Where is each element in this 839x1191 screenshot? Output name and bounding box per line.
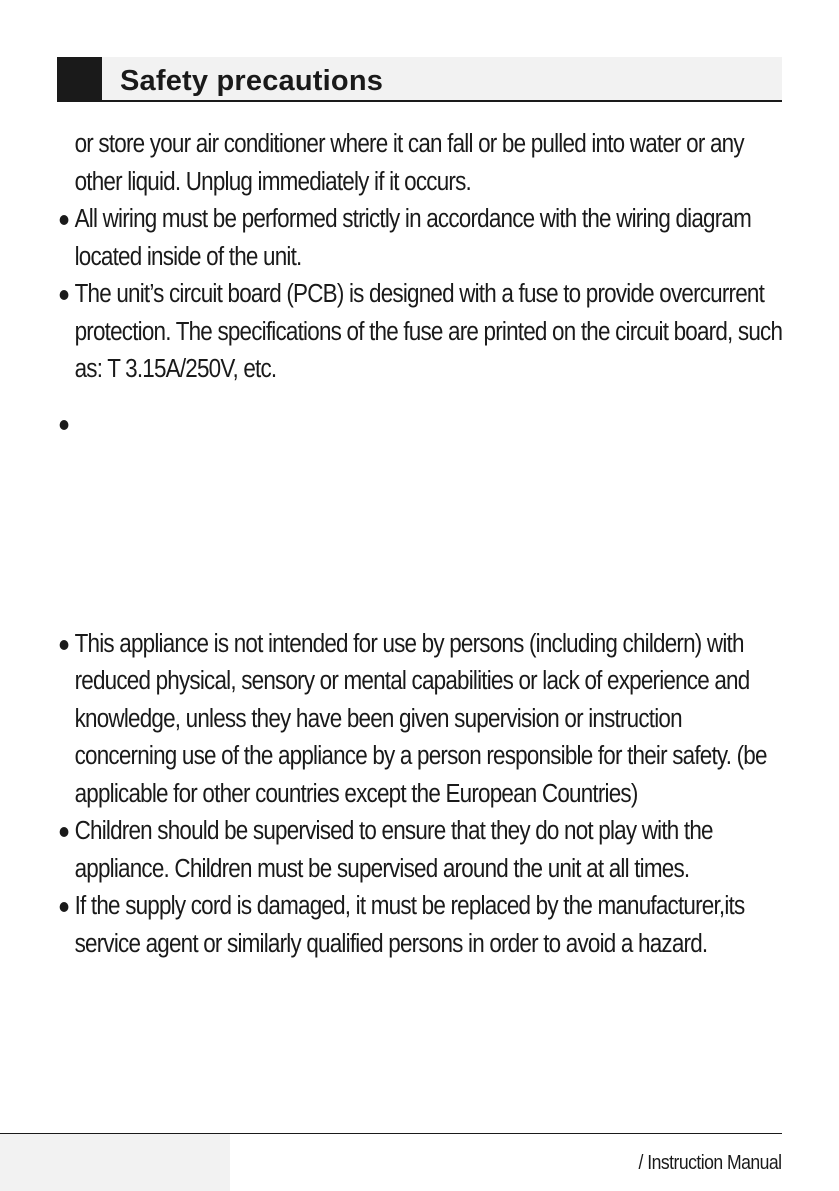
paragraph-text: or store your air conditioner where it can fall or be pulled into water or any other liquid. Unplug immediately if it occurs. [74, 130, 744, 196]
page-title: Safety precautions [120, 65, 384, 97]
list-item [57, 813, 785, 888]
list-item [57, 888, 785, 963]
list-item [57, 626, 785, 814]
bullet-icon [60, 215, 69, 225]
bullet-icon [60, 640, 69, 650]
list-item-text: The unit’s circuit board (PCB) is designed with a fuse to provide overcurrent protection. The specifications of the fuse are printed on the circuit board, such as: T 3.15A/250V, etc. [74, 280, 783, 383]
bullet-icon [60, 420, 69, 430]
list-item-text: Children should be supervised to ensure that they do not play with the appliance. Children must be supervised around the unit at all times. [74, 817, 713, 883]
footer-page-box [0, 1134, 230, 1191]
bullet-icon [60, 290, 69, 300]
list-item-text: If the supply cord is damaged, it must be replaced by the manufacturer,its service agent or similarly qualified persons in order to avoid a hazard. [74, 892, 745, 958]
section-header [57, 57, 782, 102]
bullet-icon [60, 827, 69, 837]
list-item-empty [57, 389, 785, 626]
list-item-text: All wiring must be performed strictly in accordance with the wiring diagram located inside of the unit. [74, 205, 752, 271]
list-item [57, 201, 785, 276]
list-item [57, 276, 785, 389]
header-marker-block [57, 57, 102, 102]
bullet-icon [60, 902, 69, 912]
footer-manual-label: / Instruction Manual [638, 1152, 782, 1174]
list-item-text: This appliance is not intended for use by persons (including childern) with reduced physical, sensory or mental capabilities or lack of experience and knowledge, unless they have been given supervision or instruction concerning use of the appliance by a person responsible for their safety. (be applicable for other countries except the European Countries) [74, 629, 767, 808]
continued-paragraph [57, 126, 785, 201]
safety-text [57, 126, 785, 963]
